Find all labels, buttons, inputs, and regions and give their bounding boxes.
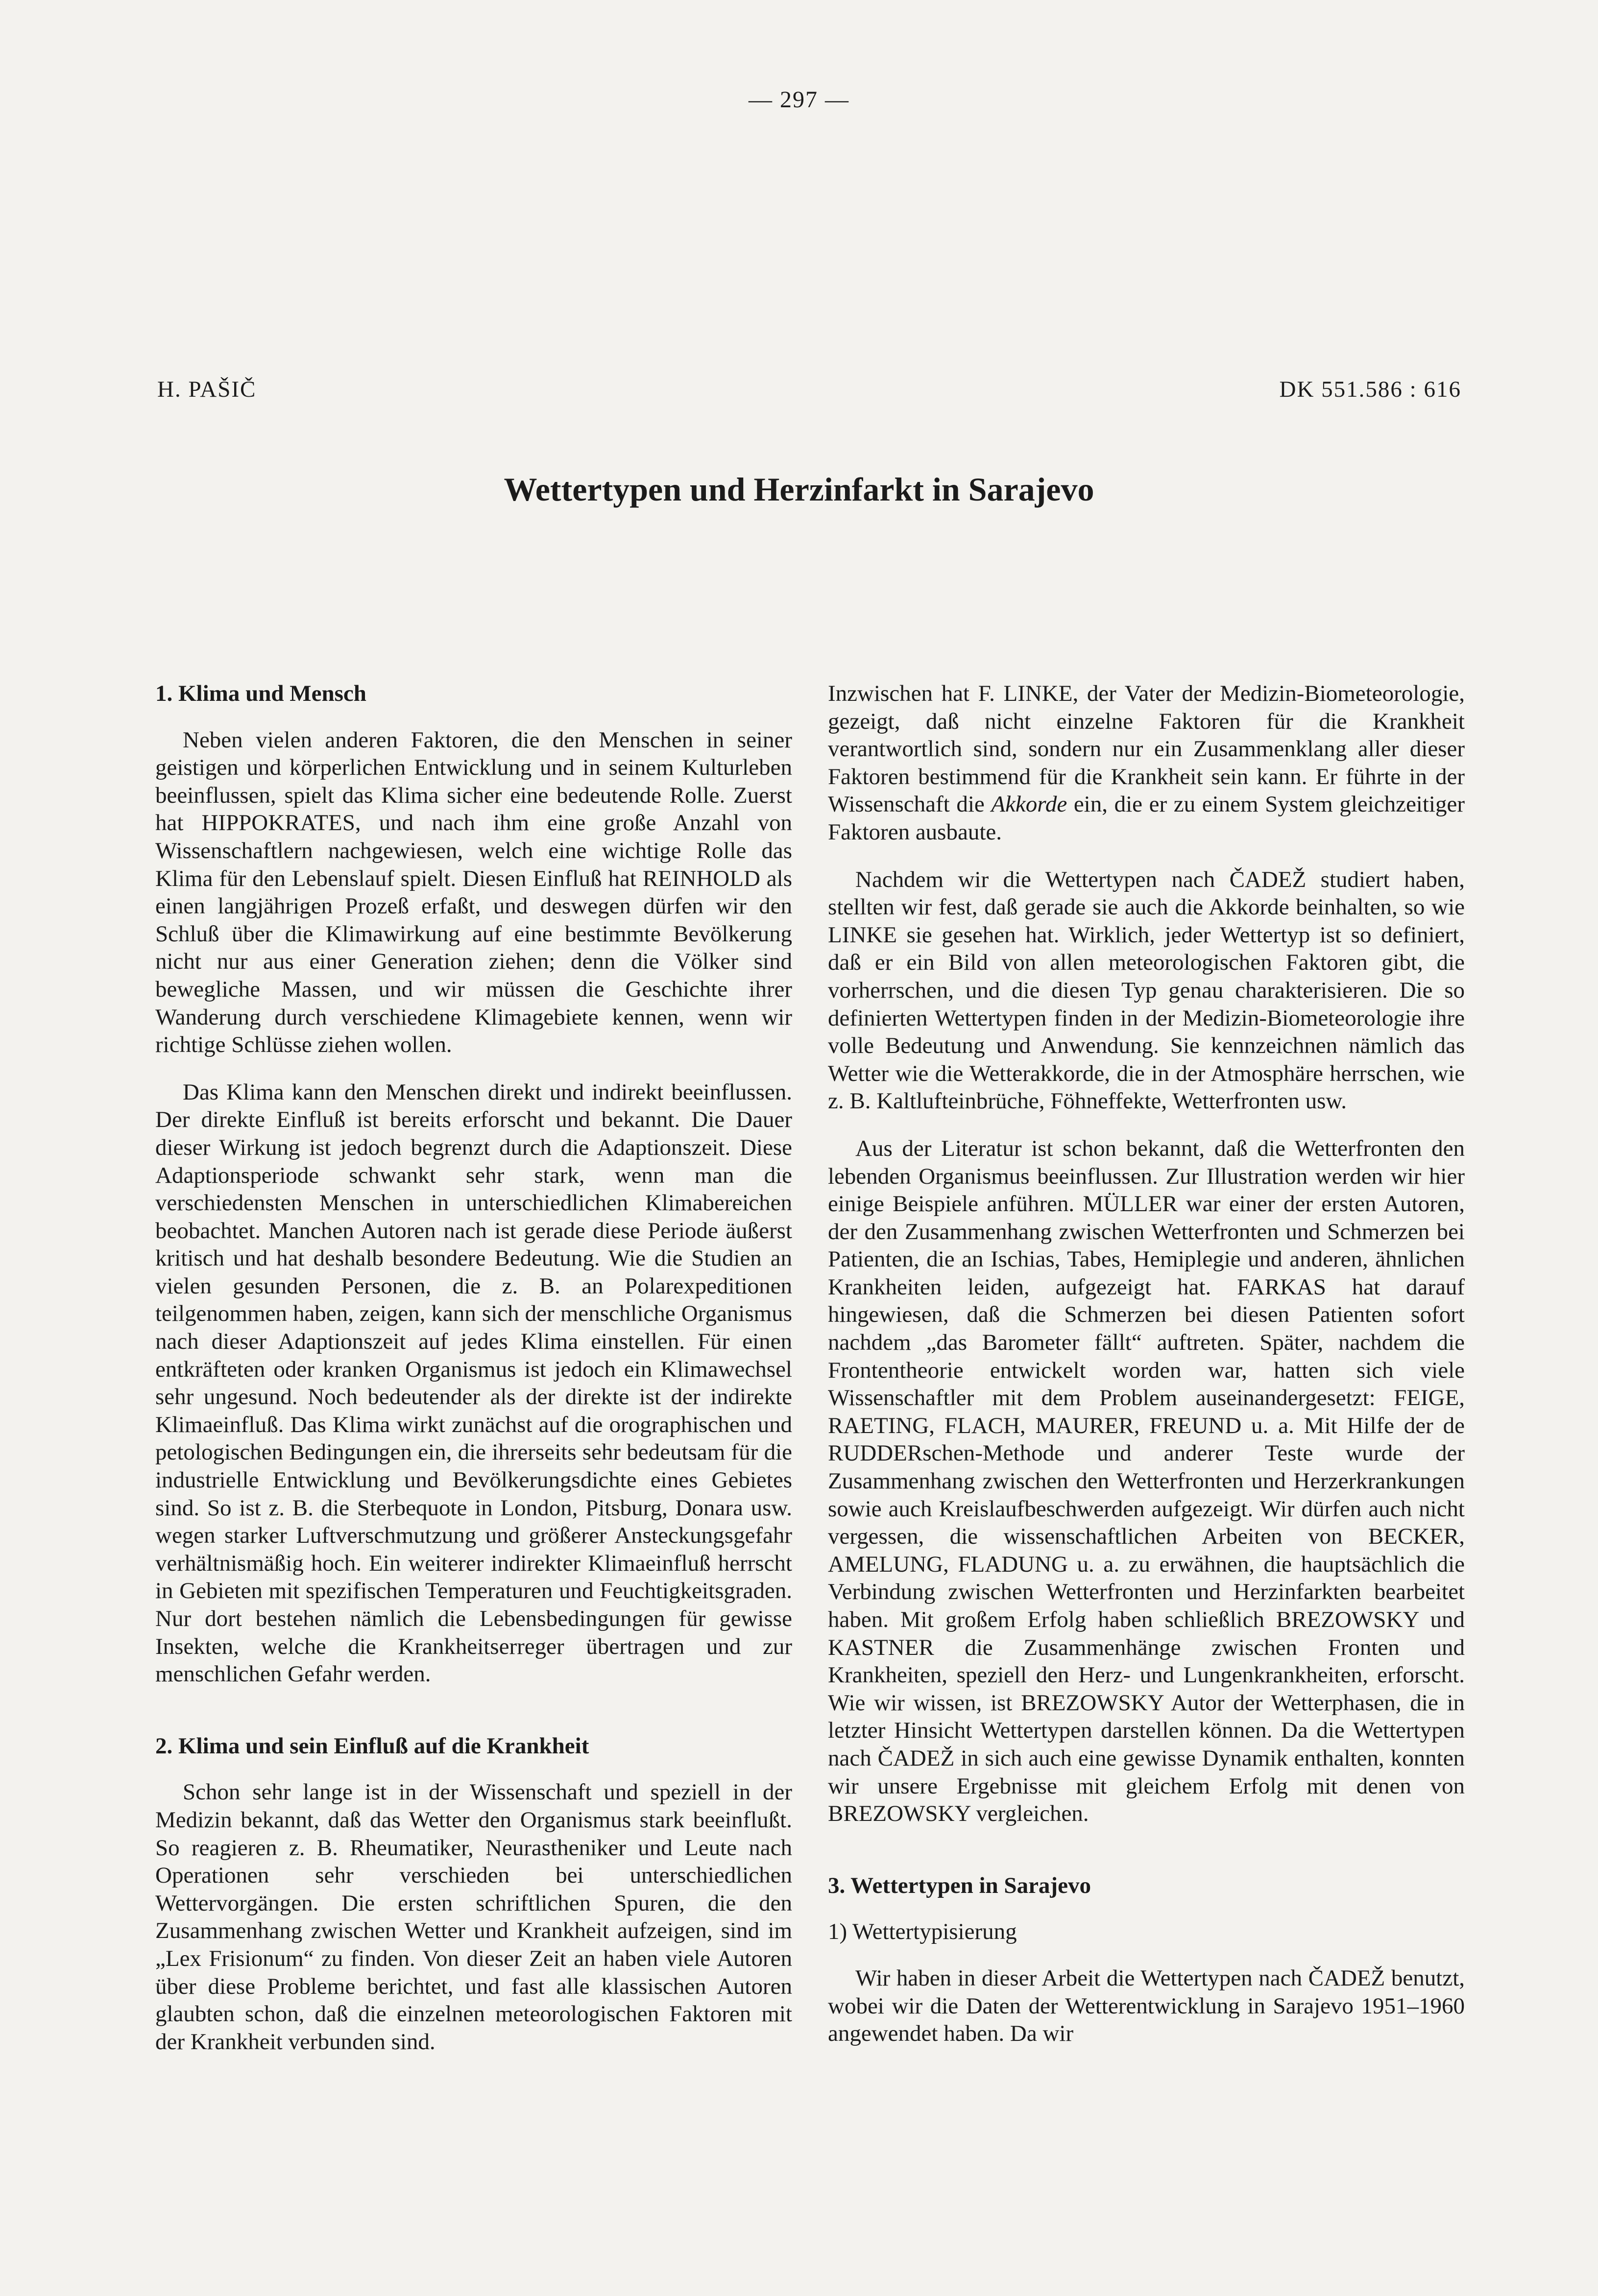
- classification-code: DK 551.586 : 616: [1279, 377, 1461, 402]
- paragraph-text: ein, die er zu einem System gleichzeitiger Faktoren ausbaute.: [828, 791, 1465, 845]
- paragraph: Aus der Literatur ist schon bekannt, daß die Wetterfronten den lebenden Organismus beeinflussen. Zur Illustration werden wir hier einige Beispiele anführen. MÜLLER war einer der ersten Autoren, der den Zusammenhang zwischen Wetterfronten und Schmerzen bei Patienten, die an Ischias, Tabes, Hemiplegie und anderen, ähnlichen Krankheiten leiden, aufgezeigt hat. FARKAS hat darauf hingewiesen, daß die Schmerzen bei diesen Patienten sofort nachdem „das Barometer fällt“ auftreten. Später, nachdem die Frontentheorie entwickelt worden war, hatten sich viele Wissenschaftler mit dem Problem auseinandergesetzt: FEIGE, RAETING, FLACH, MAURER, FREUND u. a. Mit Hilfe der de RUDDERschen-Methode und anderer Teste wurde der Zusammenhang zwischen den Wetterfronten und Herzerkrankungen sowie auch Kreislaufbeschwerden aufgezeigt. Wir dürfen auch nicht vergessen, die wissenschaftlichen Arbeiten von BECKER, AMELUNG, FLADUNG u. a. zu erwähnen, die hauptsächlich die Verbindung zwischen Wetterfronten und Herzinfarkten bearbeitet haben. Mit großem Erfolg haben schließlich BREZOWSKY und KASTNER die Zusammenhänge zwischen Fronten und Krankheiten, speziell den Herz- und Lungenkrankheiten, erforscht. Wie wir wissen, ist BREZOWSKY Autor der Wetterphasen, die in letzter Hinsicht Wettertypen darstellen können. Da die Wettertypen nach ČADEŽ in sich auch eine gewisse Dynamik enthalten, konnten wir unsere Ergebnisse mit gleichem Erfolg mit denen von BREZOWSKY vergleichen.: [828, 1135, 1465, 1827]
- section-heading-3: 3. Wettertypen in Sarajevo: [828, 1872, 1091, 1898]
- paragraph: Neben vielen anderen Faktoren, die den Menschen in seiner geistigen und körperlichen Entwicklung und in seinem Kulturleben beeinflussen, spielt das Klima sicher eine bedeutende Rolle. Zuerst hat HIPPOKRATES, und nach ihm eine große Anzahl von Wissenschaftlern nachgewiesen, welch eine wichtige Rolle das Klima für den Lebenslauf spielt. Diesen Einfluß hat REINHOLD als einen langjährigen Prozeß erfaßt, und deswegen dürfen wir den Schluß über die Klimawirkung auf eine bestimmte Bevölkerung nicht nur aus einer Generation ziehen; denn die Völker sind bewegliche Massen, und wir müssen die Geschichte ihrer Wanderung durch verschiedene Klimagebiete kennen, wenn wir richtige Schlüsse ziehen wollen.: [155, 727, 792, 1058]
- paragraph: [828, 680, 1465, 846]
- subsection-heading-1: 1) Wettertypisierung: [828, 1919, 1017, 1945]
- paragraph: Nachdem wir die Wettertypen nach ČADEŽ studiert haben, stellten wir fest, daß gerade sie auch die Akkorde beinhalten, so wie LINKE sie gesehen hat. Wirklich, jeder Wettertyp ist so definiert, daß er ein Bild von allen meteorologischen Faktoren gibt, die vorherrschen, und die diesen Typ genau charakterisieren. Die so definierten Wettertypen finden in der Medizin-Biometeorologie ihre volle Bedeutung und Anwendung. Sie kennzeichnen nämlich das Wetter wie die Wetterakkorde, die in der Atmosphäre herrschen, wie z. B. Kaltlufteinbrüche, Föhneffekte, Wetterfronten usw.: [828, 866, 1465, 1114]
- paragraph: Schon sehr lange ist in der Wissenschaft und speziell in der Medizin bekannt, daß das Wetter den Organismus stark beeinflußt. So reagieren z. B. Rheumatiker, Neurastheniker und Leute nach Operationen sehr verschieden bei unterschiedlichen Wettervorgängen. Die ersten schriftlichen Spuren, die den Zusammenhang zwischen Wetter und Krankheit aufzeigen, sind im „Lex Frisionum“ zu finden. Von dieser Zeit an haben viele Autoren über diese Probleme berichtet, und fast alle klassischen Autoren glaubten schon, daß die einzelnen meteorologischen Faktoren mit der Krankheit verbunden sind.: [155, 1779, 792, 2055]
- section-heading-2: 2. Klima und sein Einfluß auf die Krankheit: [155, 1733, 589, 1759]
- paragraph-text: Inzwischen hat F. LINKE, der Vater der Medizin-Biometeorologie, gezeigt, daß nicht einzelne Faktoren für die Krankheit verantwortlich sind, sondern nur ein Zusammenklang aller dieser Faktoren bestimmend für die Krankheit sein kann. Er führte in der Wissenschaft die: [828, 681, 1465, 817]
- paragraph: Wir haben in dieser Arbeit die Wettertypen nach ČADEŽ benutzt, wobei wir die Daten der Wetterentwicklung in Sarajevo 1951–1960 angewendet haben. Da wir: [828, 1965, 1465, 2047]
- section-heading-1: 1. Klima und Mensch: [155, 681, 366, 706]
- emphasis-akkorde: Akkorde: [991, 791, 1067, 817]
- page-number: — 297 —: [749, 87, 849, 113]
- right-column: [828, 680, 1465, 2048]
- left-column: [155, 680, 792, 2056]
- author-name: H. PAŠIČ: [157, 377, 257, 402]
- paragraph: Das Klima kann den Menschen direkt und indirekt beeinflussen. Der direkte Einfluß ist bereits erforscht und bekannt. Die Dauer dieser Wirkung ist jedoch begrenzt durch die Adaptionszeit. Diese Adaptionsperiode schwankt sehr stark, wenn man die verschiedensten Menschen in unterschiedlichen Klimabereichen beobachtet. Manchen Autoren nach ist gerade diese Periode äußerst kritisch und hat deshalb besondere Bedeutung. Wie die Studien an vielen gesunden Personen, die z. B. an Polarexpeditionen teilgenommen haben, zeigen, kann sich der menschliche Organismus nach dieser Adaptionszeit auf jedes Klima einstellen. Für einen entkräfteten oder kranken Organismus ist jedoch ein Klimawechsel sehr ungesund. Noch bedeutender als der direkte ist der indirekte Klimaeinfluß. Das Klima wirkt zunächst auf die orographischen und petologischen Bedingungen ein, die ihrerseits sehr bedeutsam für die industrielle Entwicklung und Bevölkerungsdichte eines Gebietes sind. So ist z. B. die Sterbequote in London, Pitsburg, Donara usw. wegen starker Luftverschmutzung und größerer Ansteckungsgefahr verhältnismäßig hoch. Ein weiterer indirekter Klimaeinfluß herrscht in Gebieten mit spezifischen Temperaturen und Feuchtigkeitsgraden. Nur dort bestehen nämlich die Lebensbedingungen für gewisse Insekten, welche die Krankheitserreger übertragen und zur menschlichen Gefahr werden.: [155, 1079, 792, 1687]
- article-title: Wettertypen und Herzinfarkt in Sarajevo: [504, 471, 1094, 508]
